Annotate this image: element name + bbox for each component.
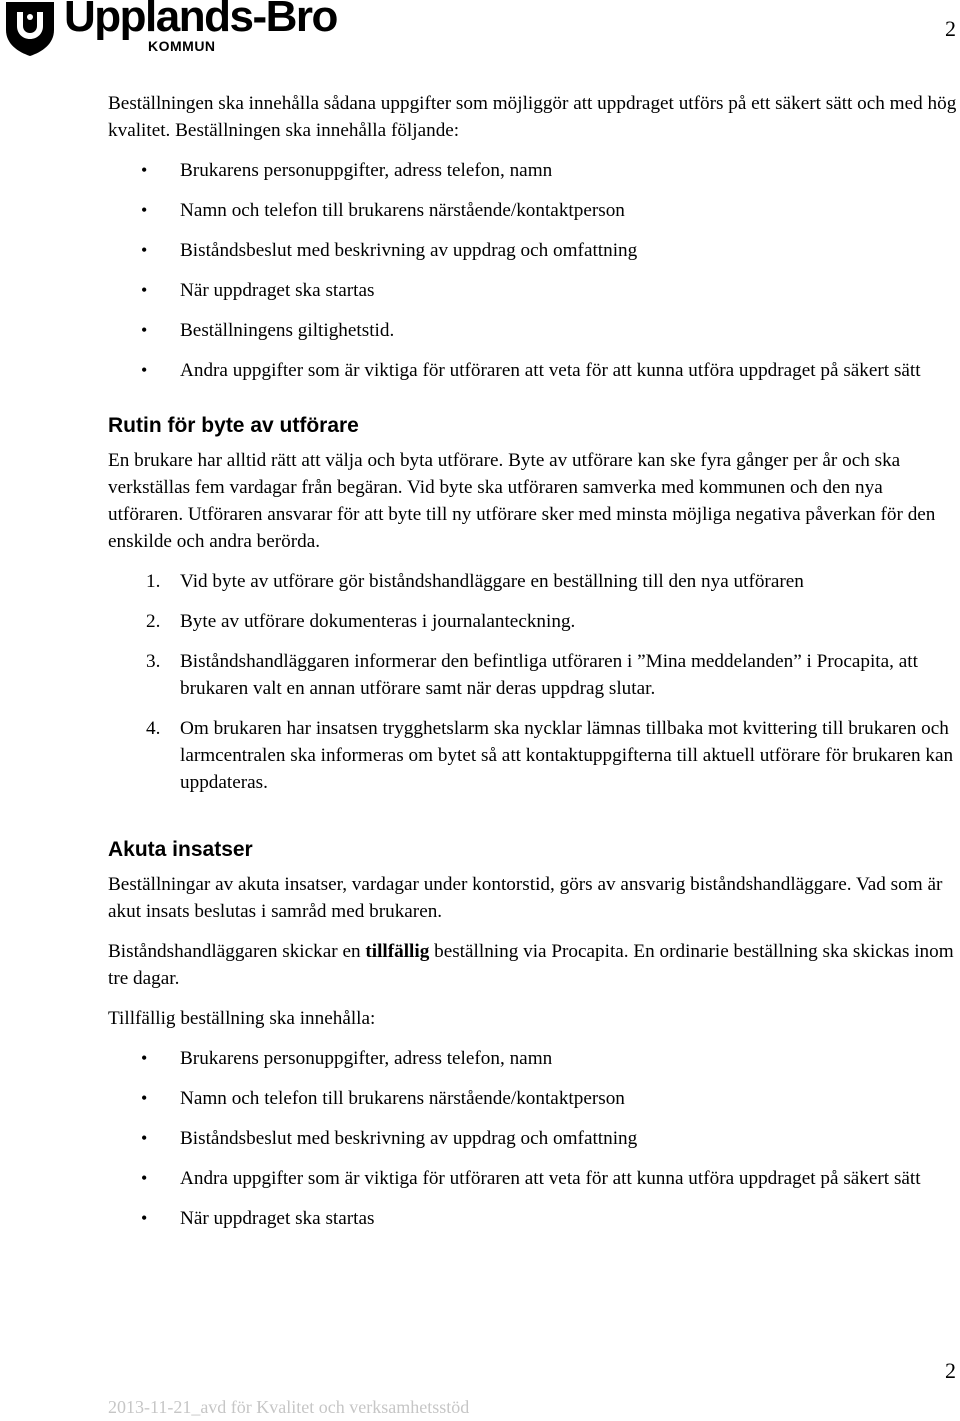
item-text: Om brukaren har insatsen trygghetslarm ska nycklar lämnas tillbaka mot kvittering till brukaren och larmcentralen ska informeras om bytet så att kontaktuppgifterna till aktuell utförare för brukaren kan uppdateras.: [180, 718, 954, 793]
list-item: • Andra uppgifter som är viktiga för utföraren att veta för att kunna utföra uppdraget på säkert sätt: [108, 1165, 958, 1192]
numbered-item: [108, 568, 958, 595]
section-heading-change-provider: Rutin för byte av utförare: [108, 414, 359, 437]
numbered-item: [108, 608, 958, 635]
acute-paragraph: Beställningar av akuta insatser, vardagar under kontorstid, görs av ansvarig biståndshandläggare. Vad som är akut insats beslutas i samråd med brukaren.: [108, 874, 943, 922]
list-item: • Namn och telefon till brukarens närstående/kontaktperson: [108, 1085, 958, 1112]
list-item: • Brukarens personuppgifter, adress telefon, namn: [108, 1045, 958, 1072]
item-number: 2.: [146, 611, 161, 632]
logo-subtitle: KOMMUN: [148, 38, 216, 54]
numbered-item: [108, 648, 958, 702]
footer-text: 2013-11-21_avd för Kvalitet och verksamhetsstöd: [108, 1397, 470, 1417]
item-number: 1.: [146, 571, 161, 592]
page-number-bottom: 2: [945, 1358, 956, 1383]
document-body: [108, 90, 958, 1245]
intro-paragraph: Beställningen ska innehålla sådana uppgifter som möjliggör att uppdraget utförs på ett säkert sätt och med hög kvalitet. Beställningen ska innehålla följande:: [108, 93, 957, 141]
list-item: • Biståndsbeslut med beskrivning av uppdrag och omfattning: [108, 1125, 958, 1152]
list-item: • Andra uppgifter som är viktiga för utföraren att veta för att kunna utföra uppdraget på säkert sätt: [108, 357, 958, 384]
section-heading-acute: Akuta insatser: [108, 838, 253, 861]
list-item: • Biståndsbeslut med beskrivning av uppdrag och omfattning: [108, 237, 958, 264]
emphasis-temporary: tillfällig: [365, 941, 430, 962]
temporary-order-intro: Tillfällig beställning ska innehålla:: [108, 1008, 376, 1029]
list-item: • Namn och telefon till brukarens närstående/kontaktperson: [108, 197, 958, 224]
item-number: 4.: [146, 718, 161, 739]
item-text: Biståndshandläggaren informerar den befintliga utföraren i ”Mina meddelanden” i Procapita, att brukaren valt en annan utförare samt när deras uppdrag slutar.: [180, 651, 918, 699]
list-item: • Beställningens giltighetstid.: [108, 317, 958, 344]
order-contents-list: [108, 157, 958, 384]
logo-wordmark: Upplands-Bro: [64, 0, 337, 41]
numbered-item: [108, 715, 958, 796]
change-provider-steps: [108, 568, 958, 796]
item-text: Vid byte av utförare gör biståndshandläggare en beställning till den nya utföraren: [180, 571, 804, 592]
item-text: Byte av utförare dokumenteras i journalanteckning.: [180, 611, 576, 632]
temporary-order-list: [108, 1045, 958, 1232]
coat-of-arms-icon: [2, 0, 58, 56]
temporary-order-paragraph: Biståndshandläggaren skickar en tillfällig beställning via Procapita. En ordinarie beställning ska skickas inom tre dagar.: [108, 941, 954, 989]
item-number: 3.: [146, 651, 161, 672]
list-item: • Brukarens personuppgifter, adress telefon, namn: [108, 157, 958, 184]
list-item: • När uppdraget ska startas: [108, 277, 958, 304]
page-number-top: 2: [945, 16, 956, 41]
change-provider-paragraph: En brukare har alltid rätt att välja och byta utförare. Byte av utförare kan ske fyra gånger per år och ska verkställas fem vardagar från begäran. Vid byte ska utföraren samverka med kommunen och den nya utföraren. Utföraren ansvarar för att byte till ny utförare sker med minsta möjliga negativa påverkan för den enskilde och andra berörda.: [108, 450, 936, 552]
list-item: • När uppdraget ska startas: [108, 1205, 958, 1232]
